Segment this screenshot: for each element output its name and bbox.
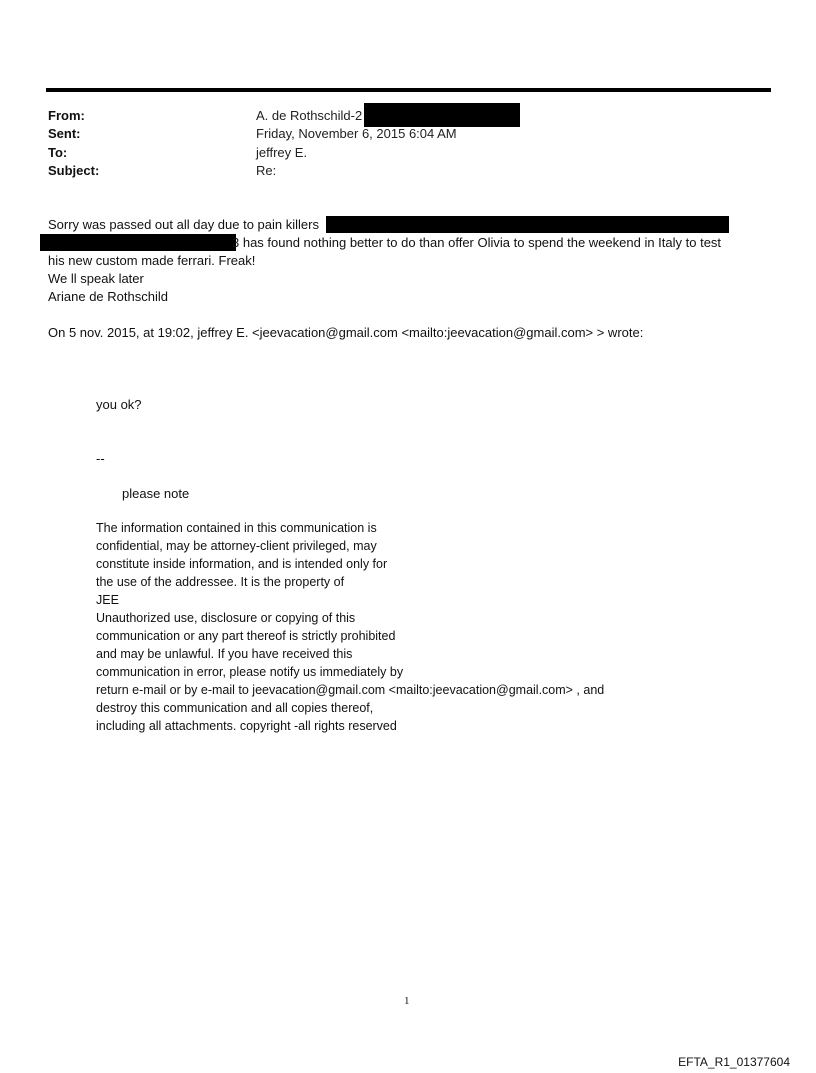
to-label: To: <box>48 145 68 160</box>
disclaimer-line: communication or any part thereof is strictly prohibited <box>96 629 396 643</box>
signature: Ariane de Rothschild <box>48 289 168 304</box>
sent-label: Sent: <box>48 126 81 141</box>
separator: -- <box>96 451 105 466</box>
header-rule <box>46 88 771 92</box>
disclaimer-line: destroy this communication and all copies thereof, <box>96 701 374 715</box>
message-line-4: We ll speak later <box>48 271 144 286</box>
subject-label: Subject: <box>48 163 100 178</box>
from-value: A. de Rothschild-2 <box>256 108 363 123</box>
note-heading: please note <box>122 486 190 501</box>
message-line-1: Sorry was passed out all day due to pain killers <box>48 217 319 232</box>
disclaimer-line: Unauthorized use, disclosure or copying of this <box>96 611 356 625</box>
disclaimer-line: The information contained in this communication is <box>96 521 377 535</box>
quoted-text: you ok? <box>96 397 142 412</box>
subject-value: Re: <box>256 163 277 178</box>
message-line-2: 3 has found nothing better to do than offer Olivia to spend the weekend in Italy to test <box>232 235 722 250</box>
disclaimer-line: return e-mail or by e-mail to jeevacation@gmail.com <mailto:jeevacation@gmail.com> , and <box>96 683 605 697</box>
quote-intro: On 5 nov. 2015, at 19:02, jeffrey E. <jeevacation@gmail.com <mailto:jeevacation@gmail.com> > wrote: <box>48 325 644 340</box>
redaction-block <box>40 234 236 251</box>
disclaimer-line: the use of the addressee. It is the property of <box>96 575 345 589</box>
disclaimer-line: constitute inside information, and is intended only for <box>96 557 388 571</box>
disclaimer-line: including all attachments. copyright -all rights reserved <box>96 719 397 733</box>
redaction-block <box>326 216 729 233</box>
sent-value: Friday, November 6, 2015 6:04 AM <box>256 126 457 141</box>
to-value: jeffrey E. <box>256 145 308 160</box>
disclaimer-line: JEE <box>96 593 119 607</box>
disclaimer-line: confidential, may be attorney-client privileged, may <box>96 539 377 553</box>
disclaimer-line: and may be unlawful. If you have received this <box>96 647 353 661</box>
disclaimer-line: communication in error, please notify us immediately by <box>96 665 404 679</box>
document-id: EFTA_R1_01377604 <box>678 1055 790 1069</box>
message-line-3: his new custom made ferrari. Freak! <box>48 253 256 268</box>
from-label: From: <box>48 108 85 123</box>
page-number: 1 <box>404 995 410 1007</box>
redaction-block <box>364 103 520 127</box>
